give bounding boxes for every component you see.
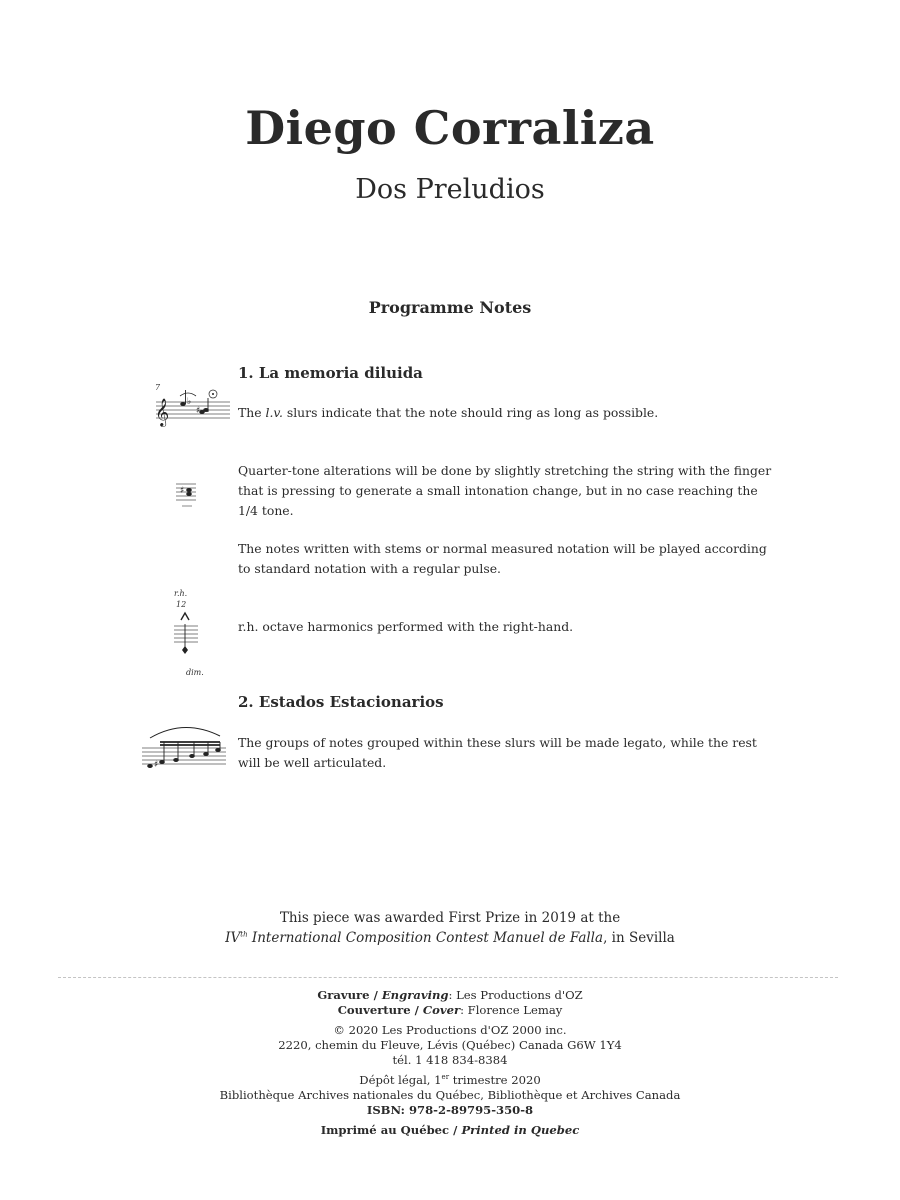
rh-marking: r.h. <box>174 589 188 598</box>
composer-name: Diego Corraliza <box>245 101 655 155</box>
legal-deposit: Dépôt légal, 1er trimestre 2020 <box>359 1073 541 1087</box>
isbn: ISBN: 978-2-89795-350-8 <box>366 1103 534 1117</box>
footer-divider <box>58 977 838 978</box>
svg-text:♭: ♭ <box>187 397 192 407</box>
programme-notes-heading: Programme Notes <box>368 298 532 317</box>
award-line1: This piece was awarded First Prize in 2019 at the <box>279 910 621 926</box>
lv-slur-icon <box>180 393 196 396</box>
lv-slur-example <box>140 380 230 440</box>
legato-slur-icon <box>150 727 220 738</box>
printed-in: Imprimé au Québec / Printed in Quebec <box>320 1123 580 1137</box>
cover-credit: Couverture / Cover: Florence Lemay <box>337 1003 563 1017</box>
measure-number: 7 <box>155 383 161 392</box>
award-note <box>0 908 900 948</box>
treble-clef-icon: 𝄞 <box>155 398 170 426</box>
libraries: Bibliothèque Archives nationales du Québec, Bibliothèque et Archives Canada <box>219 1088 681 1102</box>
svg-text:♯: ♯ <box>154 760 159 770</box>
svg-text:♯: ♯ <box>196 406 201 416</box>
quarter-sharp-icon: ♯ <box>180 486 185 496</box>
quarter-tone-text: Quarter-tone alterations will be done by slightly stretching the string with the finger that is pressing to generate a small intonation change, but in no case reaching the 1/4 tone. <box>238 463 772 518</box>
copyright: © 2020 Les Productions d'OZ 2000 inc. <box>333 1023 567 1037</box>
harmonic-note-icon <box>182 646 188 654</box>
lv-note-text: The l.v. slurs indicate that the note should ring as long as possible. <box>238 405 659 420</box>
publisher-address: 2220, chemin du Fleuve, Lévis (Québec) Canada G6W 1Y4 <box>278 1038 622 1052</box>
publisher-phone: tél. 1 418 834-8384 <box>392 1053 508 1067</box>
publisher-credits <box>0 988 900 1138</box>
engraving-credit: Gravure / Engraving: Les Productions d'OZ <box>317 988 583 1002</box>
dim-marking: dim. <box>186 668 204 677</box>
quarter-tone-example <box>140 476 230 510</box>
award-line2: IVth International Composition Contest Manuel de Falla, in Sevilla <box>225 930 675 946</box>
harmonics-text: r.h. octave harmonics performed with the right-hand. <box>238 619 574 634</box>
fret-number: 12 <box>176 600 187 609</box>
section1-title: 1. La memoria diluida <box>238 364 423 382</box>
section2-title: 2. Estados Estacionarios <box>238 693 444 711</box>
marcato-accent-icon <box>181 613 189 620</box>
legato-slur-example <box>140 718 230 774</box>
legato-text: The groups of notes grouped within these slurs will be made legato, while the rest will be well articulated. <box>238 735 757 770</box>
work-title: Dos Preludios <box>355 174 545 205</box>
rh-harmonics-example <box>140 584 230 680</box>
stems-text: The notes written with stems or normal measured notation will be played according to standard notation with a regular pulse. <box>238 541 767 576</box>
